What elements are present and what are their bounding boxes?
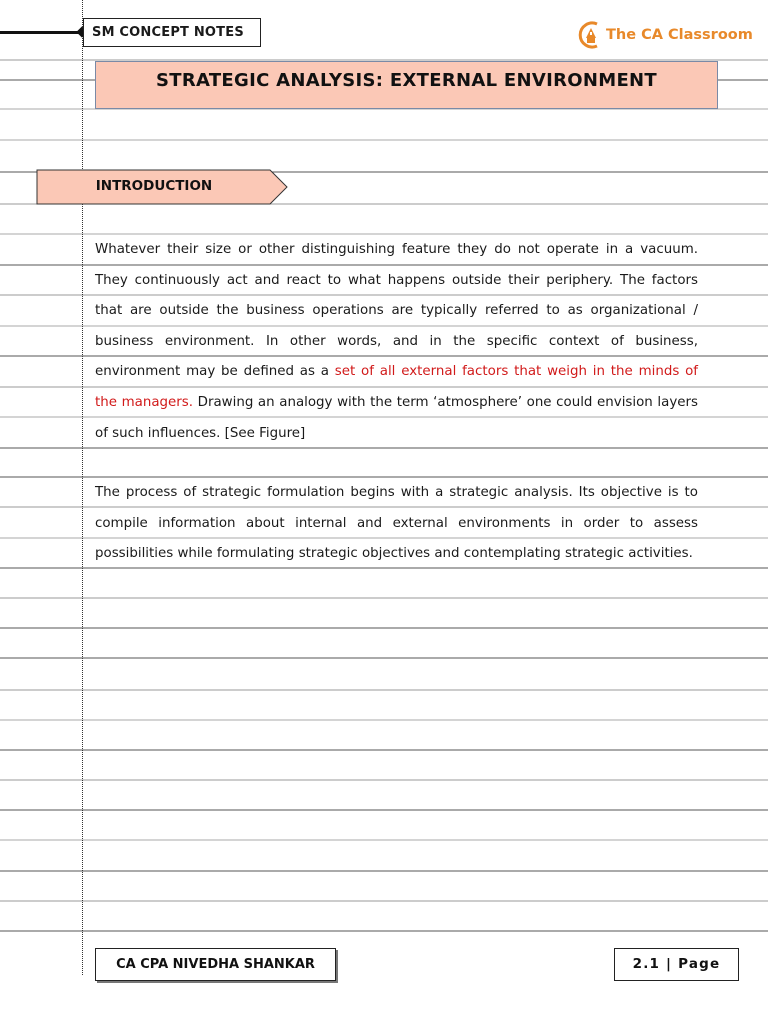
logo-icon (575, 18, 605, 52)
concept-notes-tag: SM CONCEPT NOTES (83, 18, 261, 47)
highlighted-definition: set of all external factors that weigh in the minds of the managers. (95, 364, 698, 410)
section-tag (36, 169, 288, 205)
page-number: 2.1 | Page (614, 948, 739, 981)
logo-text: The CA Classroom (606, 27, 753, 43)
intro-paragraph (95, 235, 698, 449)
section-label: INTRODUCTION (95, 178, 213, 194)
margin-line (82, 0, 83, 975)
intro-text-start: Whatever their size or other distinguishing feature they do not operate in a vacuum. They continuously act and react to what happens outside their periphery. The factors that are outside the business operations are typically referred to as organizational / business environment. In other words, and in the specific context of business, environment may be defined as a (95, 242, 698, 380)
intro-text-end: Drawing an analogy with the term ‘atmosphere’ one could envision layers of such influences. [See Figure] (95, 394, 698, 441)
brand-logo (575, 18, 753, 52)
strategic-analysis-paragraph: The process of strategic formulation begins with a strategic analysis. Its objective is to compile information about internal and external environments in order to assess possibilities while formulating strategic objectives and contemplating strategic activities. (95, 485, 698, 562)
page-title: STRATEGIC ANALYSIS: EXTERNAL ENVIRONMENT (95, 61, 718, 109)
header-rule (0, 31, 82, 34)
author-footer: CA CPA NIVEDHA SHANKAR (95, 948, 336, 981)
